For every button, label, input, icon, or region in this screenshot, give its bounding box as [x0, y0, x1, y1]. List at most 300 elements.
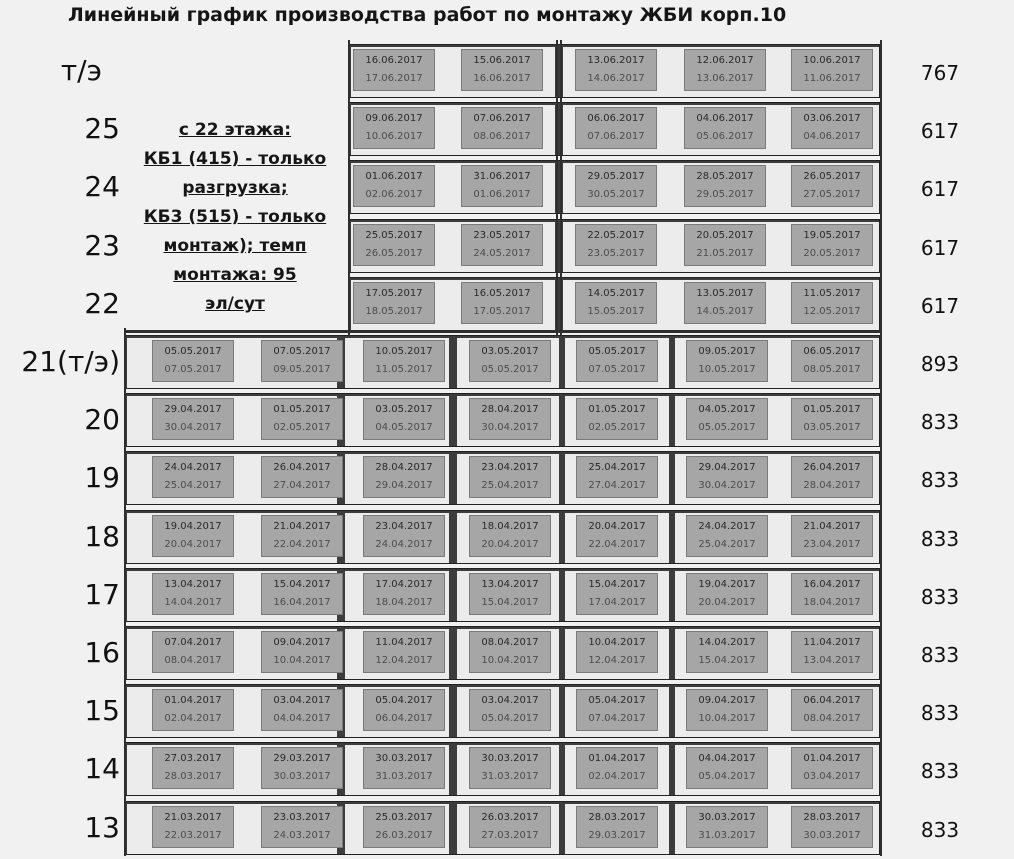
end-date: 27.03.2017 [481, 830, 539, 841]
end-date: 08.04.2017 [164, 655, 222, 666]
end-date: 24.05.2017 [473, 248, 531, 259]
start-date: 01.04.2017 [588, 753, 646, 764]
end-date: 17.05.2017 [473, 306, 531, 317]
start-date: 25.03.2017 [375, 812, 433, 823]
date-cell [575, 224, 657, 266]
date-cell [469, 806, 551, 848]
start-date: 10.06.2017 [803, 55, 861, 66]
start-date: 20.04.2017 [588, 521, 646, 532]
end-date: 26.03.2017 [375, 830, 433, 841]
start-date: 29.03.2017 [273, 753, 331, 764]
date-cell [363, 340, 445, 382]
date-cell [461, 224, 543, 266]
schedule-row [348, 160, 880, 214]
date-cell [363, 398, 445, 440]
date-cell [686, 689, 768, 731]
schedule-row [124, 568, 880, 622]
floor-total: 833 [920, 818, 960, 842]
end-date: 31.03.2017 [375, 771, 433, 782]
end-date: 15.04.2017 [481, 597, 539, 608]
start-date: 01.05.2017 [273, 404, 331, 415]
date-cell [686, 515, 768, 557]
page-title: Линейный график производства работ по монтажу ЖБИ корп.10 [68, 4, 787, 26]
floor-label: 16 [84, 636, 120, 669]
date-cell [152, 340, 234, 382]
start-date: 12.06.2017 [696, 55, 754, 66]
floor-total: 833 [920, 527, 960, 551]
note-line: эл/сут [205, 294, 265, 314]
end-date: 02.06.2017 [365, 189, 423, 200]
end-date: 15.05.2017 [587, 306, 645, 317]
date-cell [469, 689, 551, 731]
date-cell [791, 224, 873, 266]
end-date: 05.05.2017 [481, 364, 539, 375]
date-cell [575, 107, 657, 149]
date-cell [791, 165, 873, 207]
date-cell [576, 398, 658, 440]
date-cell [363, 806, 445, 848]
start-date: 19.05.2017 [803, 230, 861, 241]
end-date: 26.05.2017 [365, 248, 423, 259]
floor-total: 833 [920, 759, 960, 783]
note-line: разгрузка; [182, 178, 288, 198]
note-line: монтаж); темп [163, 236, 307, 256]
date-cell [261, 456, 343, 498]
start-date: 11.04.2017 [375, 637, 433, 648]
start-date: 08.04.2017 [481, 637, 539, 648]
date-cell [152, 515, 234, 557]
date-cell [353, 107, 435, 149]
date-cell [576, 689, 658, 731]
date-cell [353, 282, 435, 324]
date-cell [686, 806, 768, 848]
end-date: 25.04.2017 [698, 539, 756, 550]
date-cell [363, 631, 445, 673]
date-cell [152, 398, 234, 440]
date-cell [684, 49, 766, 91]
end-date: 02.05.2017 [273, 422, 331, 433]
end-date: 22.04.2017 [273, 539, 331, 550]
start-date: 11.05.2017 [803, 288, 861, 299]
end-date: 11.06.2017 [803, 73, 861, 84]
start-date: 23.04.2017 [481, 462, 539, 473]
end-date: 23.04.2017 [803, 539, 861, 550]
start-date: 01.06.2017 [365, 171, 423, 182]
date-cell [461, 107, 543, 149]
end-date: 31.03.2017 [698, 830, 756, 841]
end-date: 29.03.2017 [588, 830, 646, 841]
end-date: 29.04.2017 [375, 480, 433, 491]
start-date: 04.06.2017 [696, 113, 754, 124]
start-date: 30.03.2017 [481, 753, 539, 764]
end-date: 13.04.2017 [803, 655, 861, 666]
date-cell [363, 747, 445, 789]
start-date: 31.06.2017 [473, 171, 531, 182]
start-date: 28.04.2017 [481, 404, 539, 415]
start-date: 05.04.2017 [588, 695, 646, 706]
date-cell [686, 340, 768, 382]
end-date: 25.04.2017 [164, 480, 222, 491]
start-date: 23.03.2017 [273, 812, 331, 823]
start-date: 23.04.2017 [375, 521, 433, 532]
end-date: 20.05.2017 [803, 248, 861, 259]
floor-total: 617 [920, 177, 960, 201]
start-date: 07.05.2017 [273, 346, 331, 357]
end-date: 03.05.2017 [803, 422, 861, 433]
end-date: 05.05.2017 [698, 422, 756, 433]
date-cell [469, 340, 551, 382]
start-date: 21.04.2017 [273, 521, 331, 532]
start-date: 05.05.2017 [588, 346, 646, 357]
end-date: 05.04.2017 [698, 771, 756, 782]
start-date: 22.05.2017 [587, 230, 645, 241]
schedule-row [124, 684, 880, 738]
date-cell [469, 573, 551, 615]
end-date: 03.04.2017 [803, 771, 861, 782]
end-date: 02.04.2017 [588, 771, 646, 782]
start-date: 28.03.2017 [803, 812, 861, 823]
date-cell [791, 398, 873, 440]
start-date: 03.04.2017 [273, 695, 331, 706]
end-date: 08.06.2017 [473, 131, 531, 142]
date-cell [461, 49, 543, 91]
start-date: 23.05.2017 [473, 230, 531, 241]
schedule-row [348, 219, 880, 273]
schedule-row [124, 451, 880, 505]
start-date: 28.03.2017 [588, 812, 646, 823]
end-date: 27.04.2017 [588, 480, 646, 491]
date-cell [261, 515, 343, 557]
date-cell [353, 224, 435, 266]
end-date: 30.04.2017 [481, 422, 539, 433]
start-date: 20.05.2017 [696, 230, 754, 241]
note-line: КБ1 (415) - только [143, 149, 327, 169]
start-date: 13.06.2017 [587, 55, 645, 66]
start-date: 29.04.2017 [698, 462, 756, 473]
start-date: 18.04.2017 [481, 521, 539, 532]
date-cell [363, 515, 445, 557]
floor-total: 617 [920, 236, 960, 260]
end-date: 28.04.2017 [803, 480, 861, 491]
grid-divider [880, 40, 882, 856]
date-cell [469, 747, 551, 789]
start-date: 07.06.2017 [473, 113, 531, 124]
block-divider [124, 330, 880, 333]
date-cell [363, 456, 445, 498]
schedule-row [124, 742, 880, 796]
end-date: 07.05.2017 [588, 364, 646, 375]
end-date: 24.03.2017 [273, 830, 331, 841]
start-date: 13.05.2017 [696, 288, 754, 299]
date-cell [575, 282, 657, 324]
date-cell [791, 806, 873, 848]
end-date: 17.04.2017 [588, 597, 646, 608]
start-date: 24.04.2017 [164, 462, 222, 473]
end-date: 14.06.2017 [587, 73, 645, 84]
date-cell [791, 282, 873, 324]
date-cell [261, 747, 343, 789]
floor-total: 833 [920, 468, 960, 492]
start-date: 26.05.2017 [803, 171, 861, 182]
end-date: 20.04.2017 [698, 597, 756, 608]
floor-label: 25 [84, 112, 120, 145]
floor-label: т/э [60, 54, 102, 87]
end-date: 11.05.2017 [375, 364, 433, 375]
end-date: 08.04.2017 [803, 713, 861, 724]
start-date: 06.04.2017 [803, 695, 861, 706]
end-date: 13.06.2017 [696, 73, 754, 84]
start-date: 13.04.2017 [481, 579, 539, 590]
start-date: 26.04.2017 [803, 462, 861, 473]
end-date: 18.04.2017 [375, 597, 433, 608]
end-date: 05.06.2017 [696, 131, 754, 142]
date-cell [684, 107, 766, 149]
end-date: 04.04.2017 [273, 713, 331, 724]
floor-label: 20 [84, 403, 120, 436]
end-date: 30.04.2017 [698, 480, 756, 491]
start-date: 17.05.2017 [365, 288, 423, 299]
end-date: 20.04.2017 [481, 539, 539, 550]
date-cell [791, 689, 873, 731]
start-date: 14.05.2017 [587, 288, 645, 299]
start-date: 04.04.2017 [698, 753, 756, 764]
grid-divider [348, 40, 350, 336]
date-cell [684, 282, 766, 324]
start-date: 10.04.2017 [588, 637, 646, 648]
end-date: 09.05.2017 [273, 364, 331, 375]
schedule-row [124, 801, 880, 855]
start-date: 21.04.2017 [803, 521, 861, 532]
date-cell [261, 631, 343, 673]
start-date: 16.06.2017 [365, 55, 423, 66]
end-date: 10.04.2017 [273, 655, 331, 666]
start-date: 25.05.2017 [365, 230, 423, 241]
start-date: 19.04.2017 [698, 579, 756, 590]
end-date: 08.05.2017 [803, 364, 861, 375]
floor-label: 15 [84, 694, 120, 727]
date-cell [575, 165, 657, 207]
floor-total: 833 [920, 410, 960, 434]
end-date: 21.05.2017 [696, 248, 754, 259]
date-cell [363, 689, 445, 731]
end-date: 22.04.2017 [588, 539, 646, 550]
floor-label: 13 [84, 811, 120, 844]
end-date: 30.05.2017 [587, 189, 645, 200]
end-date: 22.03.2017 [164, 830, 222, 841]
date-cell [684, 224, 766, 266]
end-date: 25.04.2017 [481, 480, 539, 491]
end-date: 04.05.2017 [375, 422, 433, 433]
end-date: 27.04.2017 [273, 480, 331, 491]
start-date: 29.04.2017 [164, 404, 222, 415]
date-cell [791, 107, 873, 149]
floor-label: 14 [84, 752, 120, 785]
date-cell [791, 456, 873, 498]
date-cell [261, 573, 343, 615]
end-date: 10.04.2017 [481, 655, 539, 666]
start-date: 05.04.2017 [375, 695, 433, 706]
end-date: 14.05.2017 [696, 306, 754, 317]
start-date: 07.04.2017 [164, 637, 222, 648]
end-date: 02.04.2017 [164, 713, 222, 724]
date-cell [363, 573, 445, 615]
date-cell [261, 689, 343, 731]
start-date: 11.04.2017 [803, 637, 861, 648]
schedule-row [124, 510, 880, 564]
date-cell [152, 747, 234, 789]
start-date: 03.04.2017 [481, 695, 539, 706]
start-date: 21.03.2017 [164, 812, 222, 823]
end-date: 18.05.2017 [365, 306, 423, 317]
date-cell [686, 398, 768, 440]
end-date: 07.05.2017 [164, 364, 222, 375]
end-date: 23.05.2017 [587, 248, 645, 259]
schedule-note [130, 116, 340, 319]
date-cell [152, 689, 234, 731]
date-cell [152, 631, 234, 673]
note-line: КБ3 (515) - только [143, 207, 327, 227]
end-date: 07.04.2017 [588, 713, 646, 724]
start-date: 28.05.2017 [696, 171, 754, 182]
start-date: 15.04.2017 [588, 579, 646, 590]
floor-label: 19 [84, 461, 120, 494]
end-date: 29.05.2017 [696, 189, 754, 200]
start-date: 19.04.2017 [164, 521, 222, 532]
end-date: 12.05.2017 [803, 306, 861, 317]
date-cell [261, 340, 343, 382]
start-date: 26.03.2017 [481, 812, 539, 823]
floor-total: 833 [920, 701, 960, 725]
floor-total: 833 [920, 585, 960, 609]
floor-label: 22 [84, 287, 120, 320]
start-date: 01.04.2017 [164, 695, 222, 706]
date-cell [353, 49, 435, 91]
note-line: монтажа: 95 [173, 265, 297, 285]
start-date: 17.04.2017 [375, 579, 433, 590]
end-date: 28.03.2017 [164, 771, 222, 782]
end-date: 01.06.2017 [473, 189, 531, 200]
floor-label: 17 [84, 578, 120, 611]
start-date: 13.04.2017 [164, 579, 222, 590]
start-date: 01.04.2017 [803, 753, 861, 764]
start-date: 04.05.2017 [698, 404, 756, 415]
end-date: 30.03.2017 [803, 830, 861, 841]
start-date: 16.05.2017 [473, 288, 531, 299]
date-cell [576, 340, 658, 382]
end-date: 18.04.2017 [803, 597, 861, 608]
date-cell [353, 165, 435, 207]
end-date: 17.06.2017 [365, 73, 423, 84]
start-date: 09.05.2017 [698, 346, 756, 357]
start-date: 14.04.2017 [698, 637, 756, 648]
end-date: 20.04.2017 [164, 539, 222, 550]
floor-total: 767 [920, 61, 960, 85]
date-cell [461, 282, 543, 324]
date-cell [461, 165, 543, 207]
end-date: 02.05.2017 [588, 422, 646, 433]
date-cell [791, 631, 873, 673]
date-cell [576, 747, 658, 789]
date-cell [576, 631, 658, 673]
floor-total: 617 [920, 294, 960, 318]
date-cell [576, 573, 658, 615]
schedule-row [124, 335, 880, 389]
date-cell [686, 456, 768, 498]
date-cell [469, 456, 551, 498]
start-date: 29.05.2017 [587, 171, 645, 182]
start-date: 01.05.2017 [803, 404, 861, 415]
end-date: 16.06.2017 [473, 73, 531, 84]
date-cell [152, 806, 234, 848]
floor-total: 617 [920, 119, 960, 143]
date-cell [152, 573, 234, 615]
start-date: 05.05.2017 [164, 346, 222, 357]
start-date: 10.05.2017 [375, 346, 433, 357]
date-cell [684, 165, 766, 207]
end-date: 10.05.2017 [698, 364, 756, 375]
date-cell [791, 573, 873, 615]
end-date: 12.04.2017 [375, 655, 433, 666]
start-date: 09.06.2017 [365, 113, 423, 124]
date-cell [686, 747, 768, 789]
start-date: 06.06.2017 [587, 113, 645, 124]
date-cell [152, 456, 234, 498]
start-date: 15.04.2017 [273, 579, 331, 590]
end-date: 05.04.2017 [481, 713, 539, 724]
end-date: 30.03.2017 [273, 771, 331, 782]
start-date: 30.03.2017 [375, 753, 433, 764]
start-date: 09.04.2017 [698, 695, 756, 706]
end-date: 07.06.2017 [587, 131, 645, 142]
date-cell [261, 398, 343, 440]
floor-label: 18 [84, 520, 120, 553]
end-date: 06.04.2017 [375, 713, 433, 724]
date-cell [576, 456, 658, 498]
start-date: 24.04.2017 [698, 521, 756, 532]
floor-label: 23 [84, 229, 120, 262]
end-date: 30.04.2017 [164, 422, 222, 433]
end-date: 10.04.2017 [698, 713, 756, 724]
start-date: 06.05.2017 [803, 346, 861, 357]
start-date: 16.04.2017 [803, 579, 861, 590]
schedule-row [348, 277, 880, 331]
start-date: 03.05.2017 [375, 404, 433, 415]
date-cell [686, 573, 768, 615]
start-date: 26.04.2017 [273, 462, 331, 473]
date-cell [791, 49, 873, 91]
start-date: 15.06.2017 [473, 55, 531, 66]
date-cell [469, 631, 551, 673]
grid-divider [556, 40, 558, 336]
start-date: 25.04.2017 [588, 462, 646, 473]
start-date: 09.04.2017 [273, 637, 331, 648]
end-date: 10.06.2017 [365, 131, 423, 142]
end-date: 31.03.2017 [481, 771, 539, 782]
end-date: 14.04.2017 [164, 597, 222, 608]
date-cell [791, 340, 873, 382]
date-cell [686, 631, 768, 673]
date-cell [791, 747, 873, 789]
start-date: 03.05.2017 [481, 346, 539, 357]
date-cell [575, 49, 657, 91]
start-date: 27.03.2017 [164, 753, 222, 764]
date-cell [261, 806, 343, 848]
date-cell [576, 515, 658, 557]
start-date: 28.04.2017 [375, 462, 433, 473]
end-date: 27.05.2017 [803, 189, 861, 200]
floor-label: 21(т/э) [21, 345, 120, 378]
floor-total: 833 [920, 643, 960, 667]
